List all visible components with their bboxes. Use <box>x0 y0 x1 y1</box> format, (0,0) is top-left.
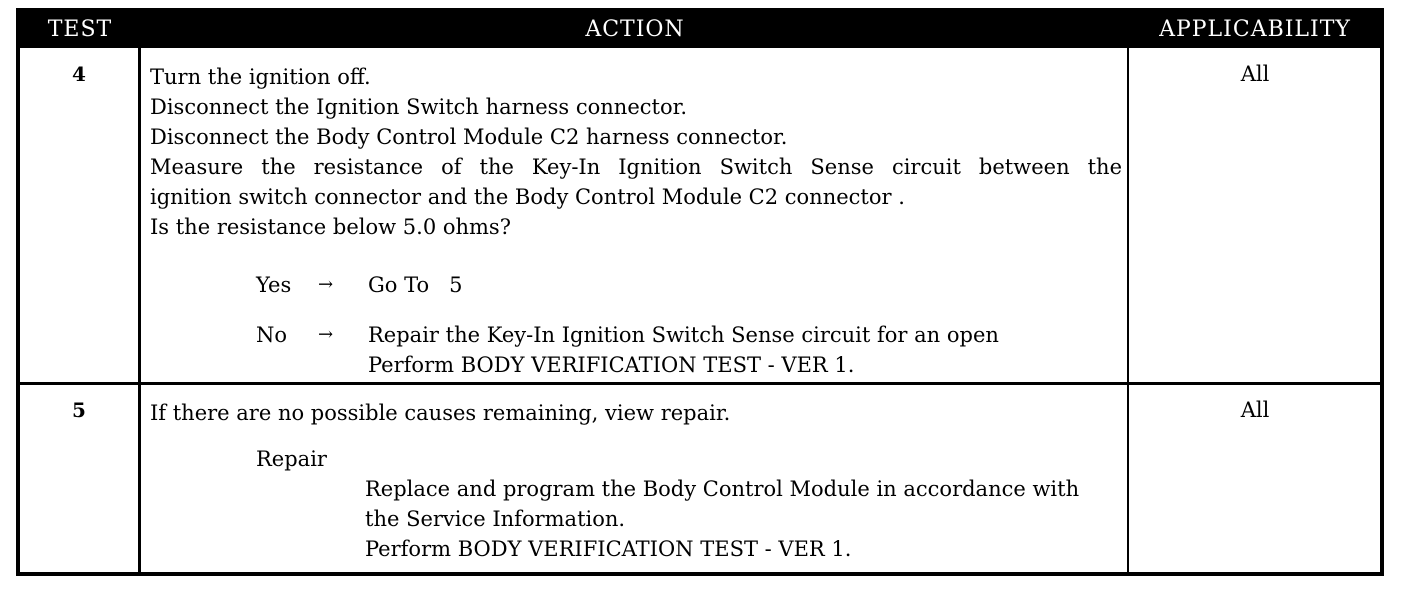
action-step: If there are no possible causes remaining, view repair. <box>150 401 731 425</box>
right-arrow-icon: → <box>318 274 334 295</box>
action-question: Is the resistance below 5.0 ohms? <box>150 215 511 239</box>
applicability-value: All <box>1240 398 1270 422</box>
table-row <box>20 48 1380 382</box>
test-number: 4 <box>72 62 86 86</box>
table-row <box>20 382 1380 572</box>
repair-instruction: the Service Information. <box>365 507 626 531</box>
action-step: Turn the ignition off. <box>150 65 371 89</box>
action-step: ignition switch connector and the Body Control Module C2 connector . <box>150 185 905 209</box>
test-number: 5 <box>72 398 86 422</box>
action-step: Measure the resistance of the Key-In Ignition Switch Sense circuit between the <box>150 155 1122 179</box>
no-result: Repair the Key-In Ignition Switch Sense circuit for an open <box>368 323 999 347</box>
table-header <box>20 12 1380 48</box>
right-arrow-icon: → <box>318 324 334 345</box>
action-cell <box>150 62 1122 242</box>
header-applicability: APPLICABILITY <box>1159 17 1351 42</box>
header-action: ACTION <box>585 17 685 42</box>
header-test: TEST <box>47 17 113 42</box>
action-step: Disconnect the Ignition Switch harness connector. <box>150 95 688 119</box>
no-result-verify: Perform BODY VERIFICATION TEST - VER 1. <box>368 353 855 377</box>
repair-verify: Perform BODY VERIFICATION TEST - VER 1. <box>365 537 852 561</box>
no-label: No <box>256 323 288 347</box>
repair-instruction: Replace and program the Body Control Module in accordance with <box>365 477 1080 501</box>
applicability-value: All <box>1240 62 1270 86</box>
yes-label: Yes <box>256 273 292 297</box>
action-cell <box>150 398 1122 428</box>
repair-label: Repair <box>256 447 327 471</box>
diagnostic-test-table <box>16 8 1384 576</box>
yes-result: Go To 5 <box>368 273 463 297</box>
action-step: Disconnect the Body Control Module C2 harness connector. <box>150 125 788 149</box>
